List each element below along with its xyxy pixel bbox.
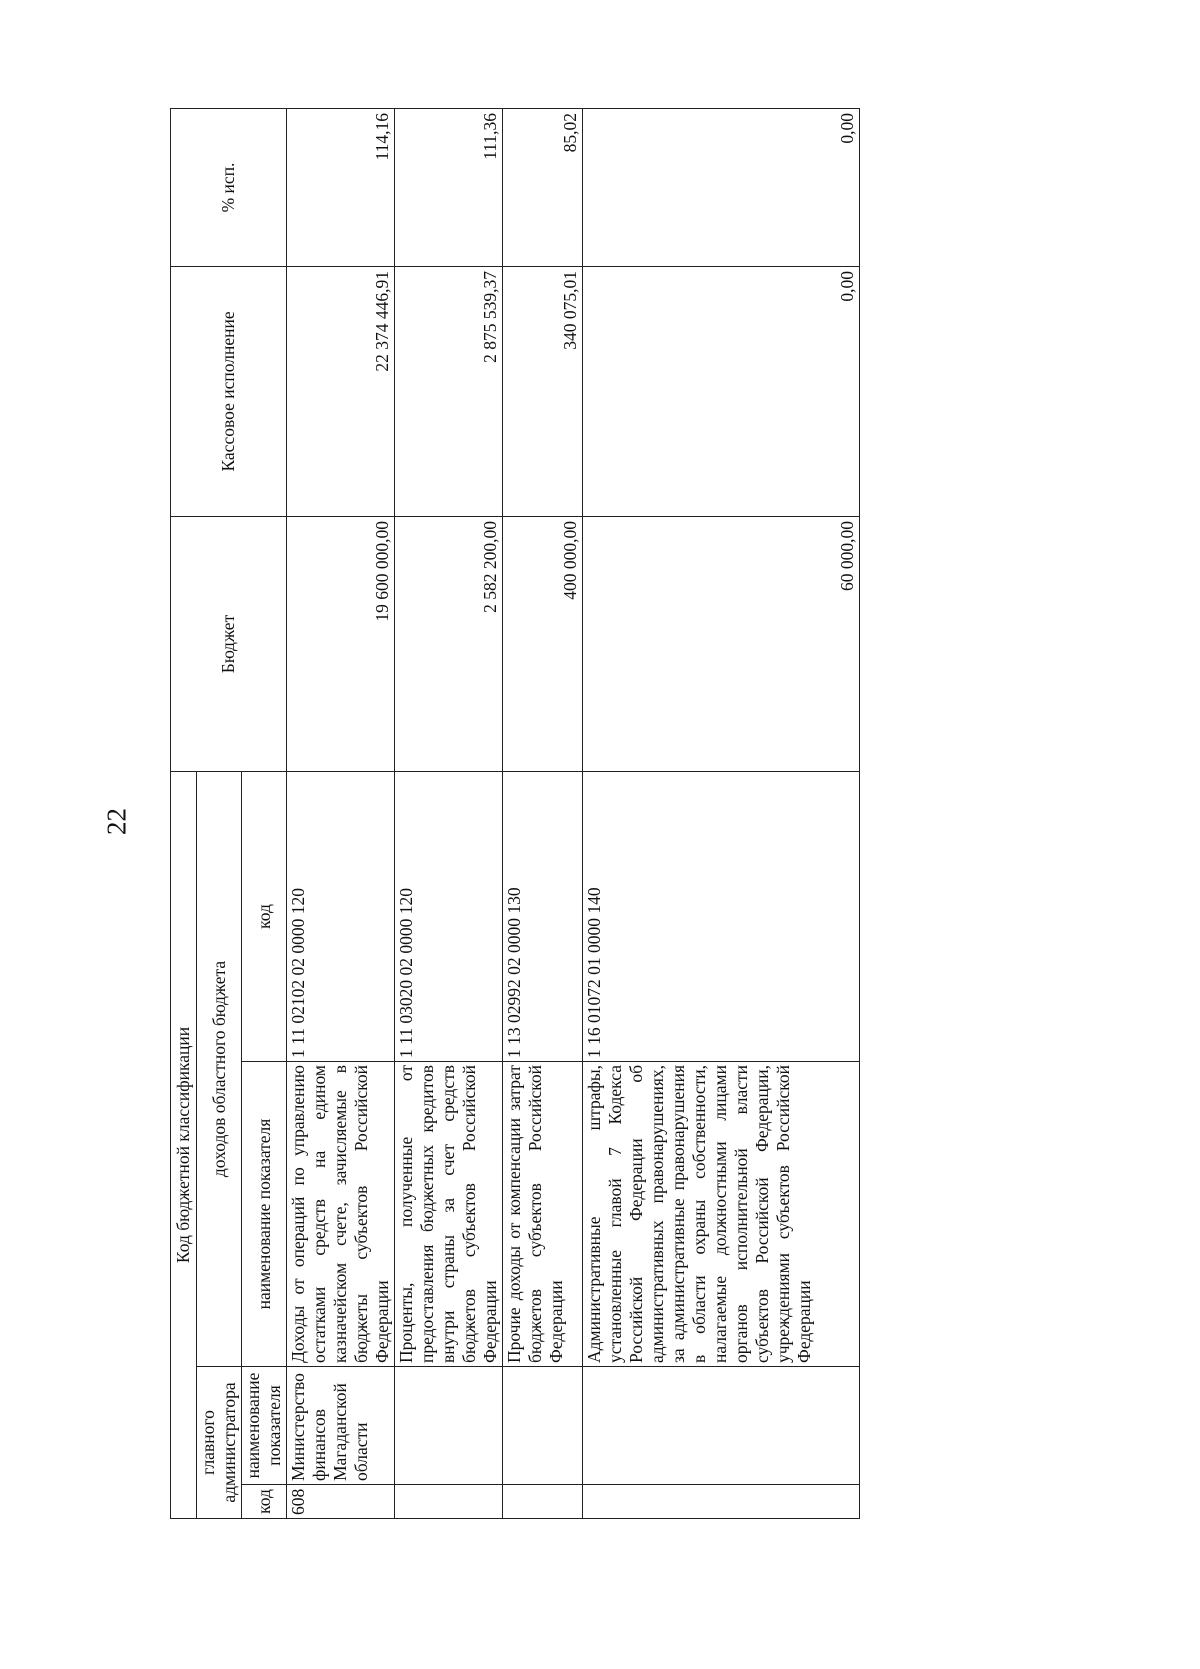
cash-cell: 22 374 446,91 [287,266,395,516]
header-pct: % исп. [171,108,287,266]
header-code: код [242,771,287,1061]
indicator-name-cell: Административные штрафы, установленные главой 7 Кодекса Российской Федерации об административных правонарушениях, за административные правонарушения в области охраны собственности, налагаемые должностными лицами органов исполнительной власти субъектов Российской Федерации, учреждениями субъектов Российской Федерации [583,1062,860,1367]
table-row [583,108,860,1518]
rotated-table-wrapper [170,109,860,1519]
table-row [287,108,395,1518]
indicator-name-cell: Доходы от операций по управлению остатками средств на едином казначейском счете, зачисляемые в бюджеты субъектов Российской Федерации [287,1062,395,1367]
admin-name-cell [583,1367,860,1485]
cash-cell: 2 875 539,37 [395,266,503,516]
pct-cell: 85,02 [503,108,583,266]
admin-name-cell [395,1367,503,1485]
header-admin: главного администратора [197,1367,242,1519]
header-kbk: Код бюджетной классификации [171,771,197,1518]
header-budget: Бюджет [171,516,287,771]
header-indicator-name: наименование показателя [242,1062,287,1367]
page-number: 22 [101,808,132,835]
code-cell: 1 11 02102 02 0000 120 [287,771,395,1061]
cash-cell: 0,00 [583,266,860,516]
table-row [395,108,503,1518]
code-cell: 1 11 03020 02 0000 120 [395,771,503,1061]
pct-cell: 111,36 [395,108,503,266]
admin-name-cell: Министерство финансов Магаданской области [287,1367,395,1485]
table-row [503,108,583,1518]
pct-cell: 114,16 [287,108,395,266]
admin-code-cell [395,1485,503,1519]
header-income: доходов областного бюджета [197,771,242,1366]
budget-table [170,108,860,1519]
code-cell: 1 13 02992 02 0000 130 [503,771,583,1061]
cash-cell: 340 075,01 [503,266,583,516]
budget-cell: 60 000,00 [583,516,860,771]
code-cell: 1 16 01072 01 0000 140 [583,771,860,1061]
admin-name-cell [503,1367,583,1485]
budget-cell: 400 000,00 [503,516,583,771]
budget-cell: 2 582 200,00 [395,516,503,771]
budget-cell: 19 600 000,00 [287,516,395,771]
pct-cell: 0,00 [583,108,860,266]
indicator-name-cell: Проценты, полученные от предоставления бюджетных кредитов внутри страны за счет средств бюджетов субъектов Российской Федерации [395,1062,503,1367]
admin-code-cell [503,1485,583,1519]
indicator-name-cell: Прочие доходы от компенсации затрат бюджетов субъектов Российской Федерации [503,1062,583,1367]
admin-code-cell [583,1485,860,1519]
header-admin-name: наименование показателя [242,1367,287,1485]
admin-code-cell: 608 [287,1485,395,1519]
header-admin-code: код [242,1485,287,1519]
header-cash: Кассовое исполнение [171,266,287,516]
